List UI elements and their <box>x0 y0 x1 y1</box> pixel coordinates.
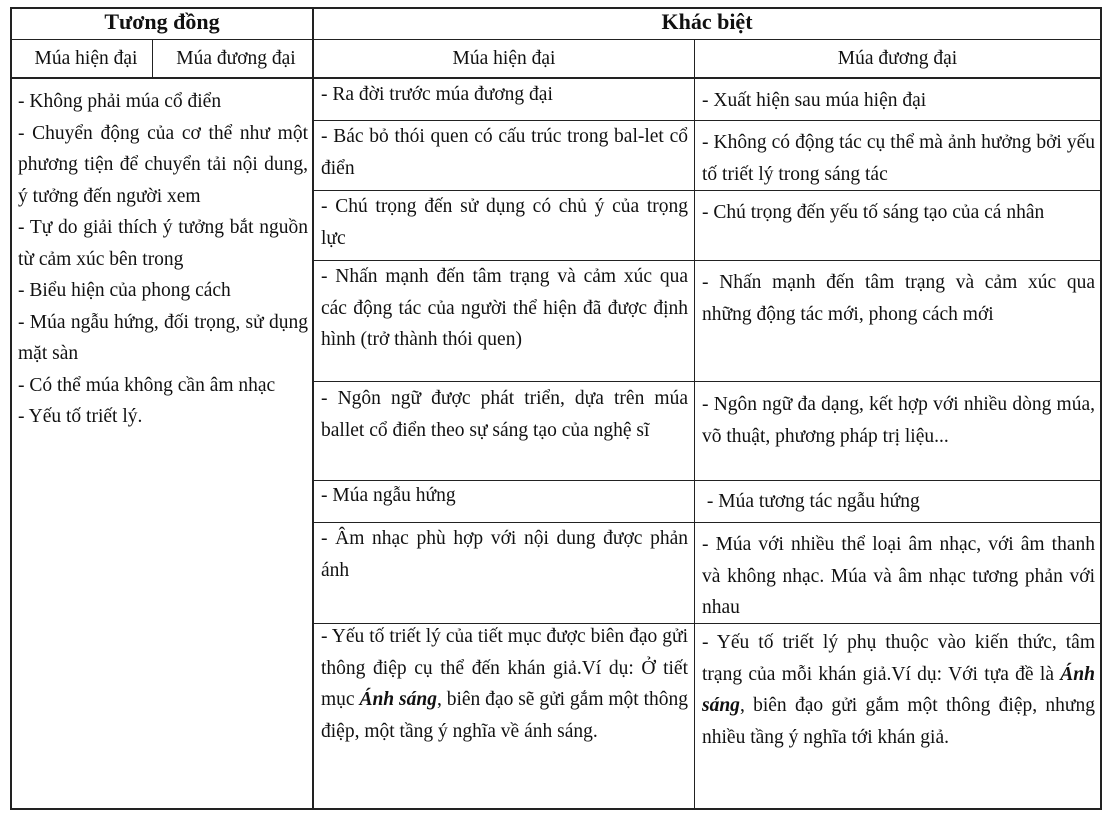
diff-contemporary-6: - Múa tương tác ngẫu hứng <box>702 491 920 512</box>
subheader-sim-contemporary: Múa đương đại <box>176 48 296 69</box>
diff-modern-7: - Âm nhạc phù hợp với nội dung được phản ánh <box>321 528 688 581</box>
similarity-item: - Tự do giải thích ý tưởng bắt nguồn từ cảm xúc bên trong <box>18 217 308 270</box>
diff-modern-5: - Ngôn ngữ được phát triển, dựa trên múa ballet cổ điển theo sự sáng tạo của nghệ sĩ <box>321 388 688 441</box>
header-difference: Khác biệt <box>661 9 753 34</box>
diff-modern-8 <box>314 621 694 747</box>
header-similarity: Tương đồng <box>104 9 220 34</box>
subheader-diff-contemporary: Múa đương đại <box>837 48 958 69</box>
diff-contemporary-1: - Xuất hiện sau múa hiện đại <box>702 90 927 111</box>
diff-contemporary-4: - Nhấn mạnh đến tâm trạng và cảm xúc qua những động tác mới, phong cách mới <box>702 272 1095 325</box>
similarity-item: - Múa ngẫu hứng, đối trọng, sử dụng mặt sàn <box>18 311 308 364</box>
diff-contemporary-7: - Múa với nhiều thể loại âm nhạc, với âm thanh và không nhạc. Múa và âm nhạc tương phản với nhau <box>702 534 1095 618</box>
subheader-sim-modern: Múa hiện đại <box>34 48 138 69</box>
border-bottom <box>10 808 1102 810</box>
subheader-diff-modern: Múa hiện đại <box>452 48 556 69</box>
similarity-item: - Có thể múa không cần âm nhạc <box>18 374 276 396</box>
diff-modern-2: - Bác bỏ thói quen có cấu trúc trong bal-let cổ điển <box>321 126 688 179</box>
similarity-item: - Biểu hiện của phong cách <box>18 280 231 301</box>
border-right <box>1100 7 1102 810</box>
diff-modern-3: - Chú trọng đến sử dụng có chủ ý của trọng lực <box>321 196 688 249</box>
similarity-list <box>12 86 312 433</box>
diff-contemporary-8-title: Ánh sáng <box>702 663 1095 716</box>
diff-modern-8-title: Ánh sáng <box>359 689 437 710</box>
diff-modern-8-text-end: , biên đạo sẽ gửi gắm một thông điệp, một tầng ý nghĩa về ánh sáng. <box>321 689 689 742</box>
diff-contemporary-8-text-end: , biên đạo gửi gắm một thông điệp, nhưng nhiều tầng ý nghĩa tới khán giả. <box>702 695 1095 748</box>
similarity-item: - Không phải múa cổ điển <box>18 91 222 112</box>
row-line-4 <box>314 381 1101 382</box>
diff-modern-4: - Nhấn mạnh đến tâm trạng và cảm xúc qua các động tác của người thể hiện đã được định hình (trở thành thói quen) <box>321 266 688 350</box>
diff-modern-6: - Múa ngẫu hứng <box>321 485 456 506</box>
diff-contemporary-8 <box>695 627 1100 753</box>
diff-modern-8-text: - Yếu tố triết lý của tiết mục được biên đạo gửi thông điệp cụ thể đến khán giả.Ví dụ: Ở tiết mục <box>321 626 688 710</box>
diff-contemporary-3: - Chú trọng đến yếu tố sáng tạo của cá nhân <box>702 202 1045 223</box>
line-under-header <box>10 39 1102 40</box>
diff-contemporary-8-text: - Yếu tố triết lý phụ thuộc vào kiến thức, tâm trạng của mỗi khán giả.Ví dụ: Với tựa đề là <box>702 632 1095 685</box>
comparison-table <box>10 7 1102 810</box>
diff-contemporary-5: - Ngôn ngữ đa dạng, kết hợp với nhiều dòng múa, võ thuật, phương pháp trị liệu... <box>702 394 1095 447</box>
similarity-item: - Chuyển động của cơ thể như một phương tiện để chuyển tải nội dung, ý tưởng đến người xem <box>18 122 308 207</box>
diff-modern-1: - Ra đời trước múa đương đại <box>321 84 553 105</box>
similarity-item: - Yếu tố triết lý. <box>18 406 143 427</box>
diff-contemporary-2: - Không có động tác cụ thể mà ảnh hưởng bởi yếu tố triết lý trong sáng tác <box>702 132 1095 185</box>
